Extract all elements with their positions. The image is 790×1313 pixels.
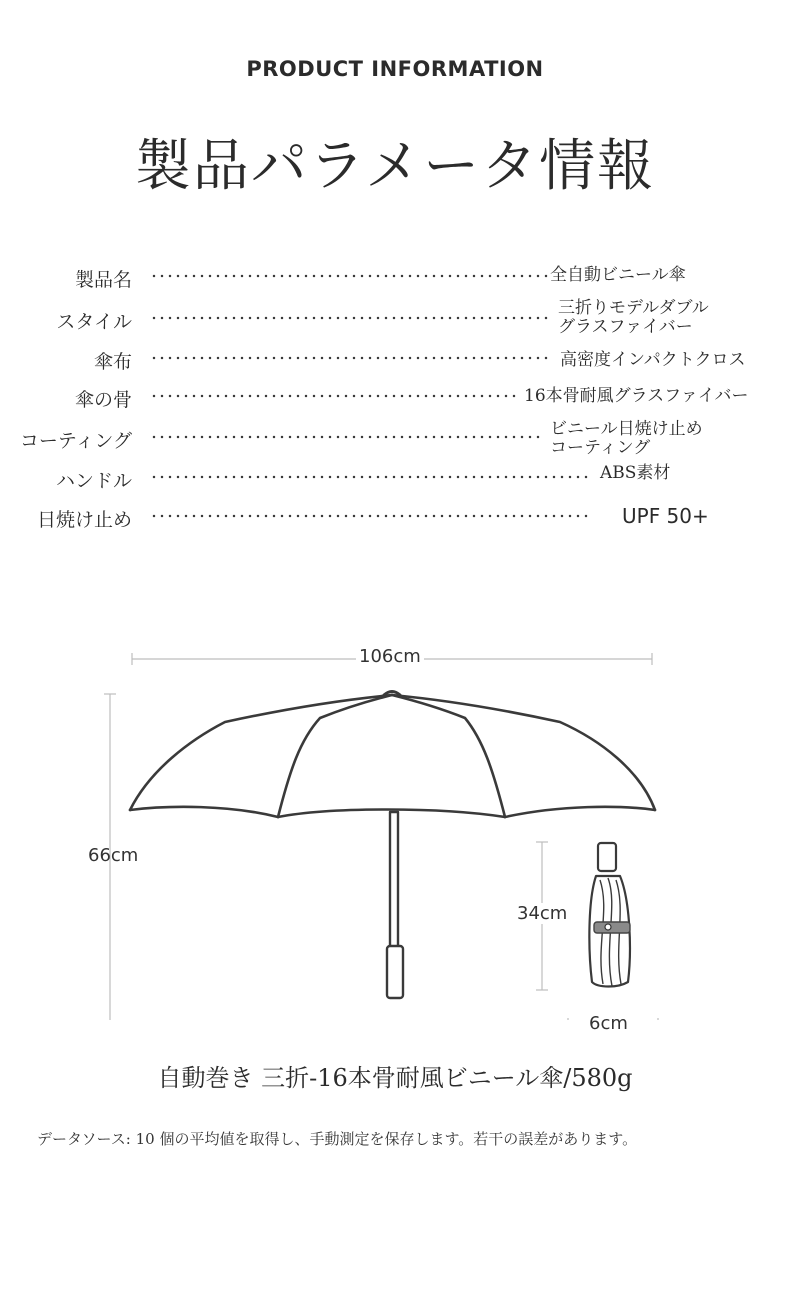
dotted-leader: [150, 435, 540, 439]
dotted-leader: [150, 274, 550, 278]
dotted-leader: [150, 475, 590, 479]
spec-label: 傘の骨: [74, 389, 132, 411]
spec-label: スタイル: [56, 311, 132, 333]
spec-label: 傘布: [93, 351, 132, 373]
spec-value: ビニール日焼け止め コーティング: [550, 419, 703, 458]
width-dimension-label: 106cm: [356, 646, 424, 667]
spec-label: コーティング: [19, 430, 132, 452]
page-title: 製品パラメータ情報: [134, 134, 656, 199]
dotted-leader: [150, 394, 520, 398]
product-caption: 自動巻き 三折-16本骨耐風ビニール傘/580g: [157, 1064, 633, 1092]
dotted-leader: [150, 356, 550, 360]
spec-label: ハンドル: [55, 470, 132, 492]
spec-value: UPF 50+: [622, 504, 709, 528]
folded-diameter-label: 6cm: [586, 1013, 631, 1034]
spec-value: 三折りモデルダブル グラスファイバー: [558, 298, 709, 337]
height-dimension-label: 66cm: [88, 845, 139, 866]
spec-value: 高密度インパクトクロス: [560, 350, 746, 370]
section-eyebrow: PRODUCT INFORMATION: [246, 57, 544, 81]
dotted-leader: [150, 316, 550, 320]
open-umbrella-illustration: [130, 692, 655, 999]
spec-row-sun-protection: [0, 505, 790, 549]
spec-label: 日焼け止め: [36, 509, 132, 531]
spec-value: ABS素材: [600, 463, 671, 483]
spec-value: 全自動ビニール傘: [550, 265, 686, 285]
spec-row-style: [0, 298, 790, 351]
dotted-leader: [150, 514, 590, 518]
folded-umbrella-illustration: [589, 843, 630, 987]
spec-value: 16本骨耐風グラスファイバー: [524, 386, 749, 406]
spec-row-coating: [0, 419, 790, 470]
measurement-footnote: データソース: 10 個の平均値を取得し、手動測定を保存します。若干の誤差があります。: [37, 1130, 638, 1148]
spec-label: 製品名: [74, 269, 132, 291]
folded-length-label: 34cm: [514, 903, 570, 924]
